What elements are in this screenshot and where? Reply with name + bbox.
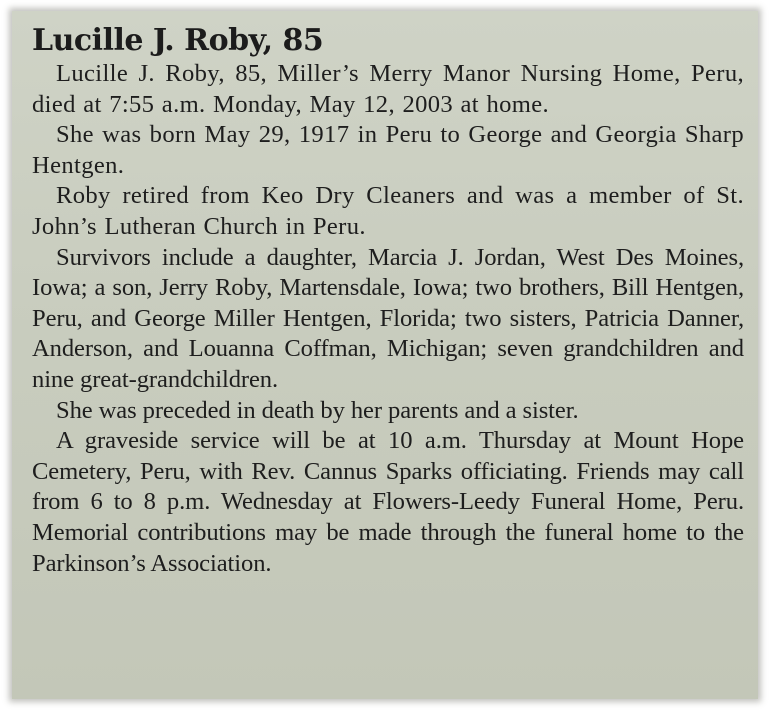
paragraph-services: A graveside service will be at 10 a.m. Thursday at Mount Hope Cemetery, Peru, with Rev. Cannus Sparks officiating. Friends may call from 6 to 8 p.m. Wednesday at Flowers-Leedy Funeral Home, Peru. Memorial contributions may be made through the funeral home to the Parkinson’s Association. — [32, 427, 744, 577]
paragraph-death-notice: Lucille J. Roby, 85, Miller’s Merry Manor Nursing Home, Peru, died at 7:55 a.m. Monday, May 12, 2003 at home. — [32, 60, 744, 118]
paragraph-survivors: Survivors include a daughter, Marcia J. Jordan, West Des Moines, Iowa; a son, Jerry Roby, Martensdale, Iowa; two brothers, Bill Hentgen, Peru, and George Miller Hentgen, Florida; two sisters, Patricia Danner, Anderson, and Louanna Coffman, Michigan; seven grandchildren and nine great-grandchildren. — [32, 243, 744, 393]
obituary-body — [32, 59, 744, 579]
paragraph-birth: She was born May 29, 1917 in Peru to George and Georgia Sharp Hentgen. — [32, 121, 744, 179]
paragraph-preceded: She was preceded in death by her parents and a sister. — [56, 396, 579, 424]
paragraph-career: Roby retired from Keo Dry Cleaners and was a member of St. John’s Lutheran Church in Peru. — [32, 182, 744, 240]
obituary-headline: Lucille J. Roby, 85 — [32, 23, 324, 58]
newspaper-clipping — [12, 11, 758, 699]
